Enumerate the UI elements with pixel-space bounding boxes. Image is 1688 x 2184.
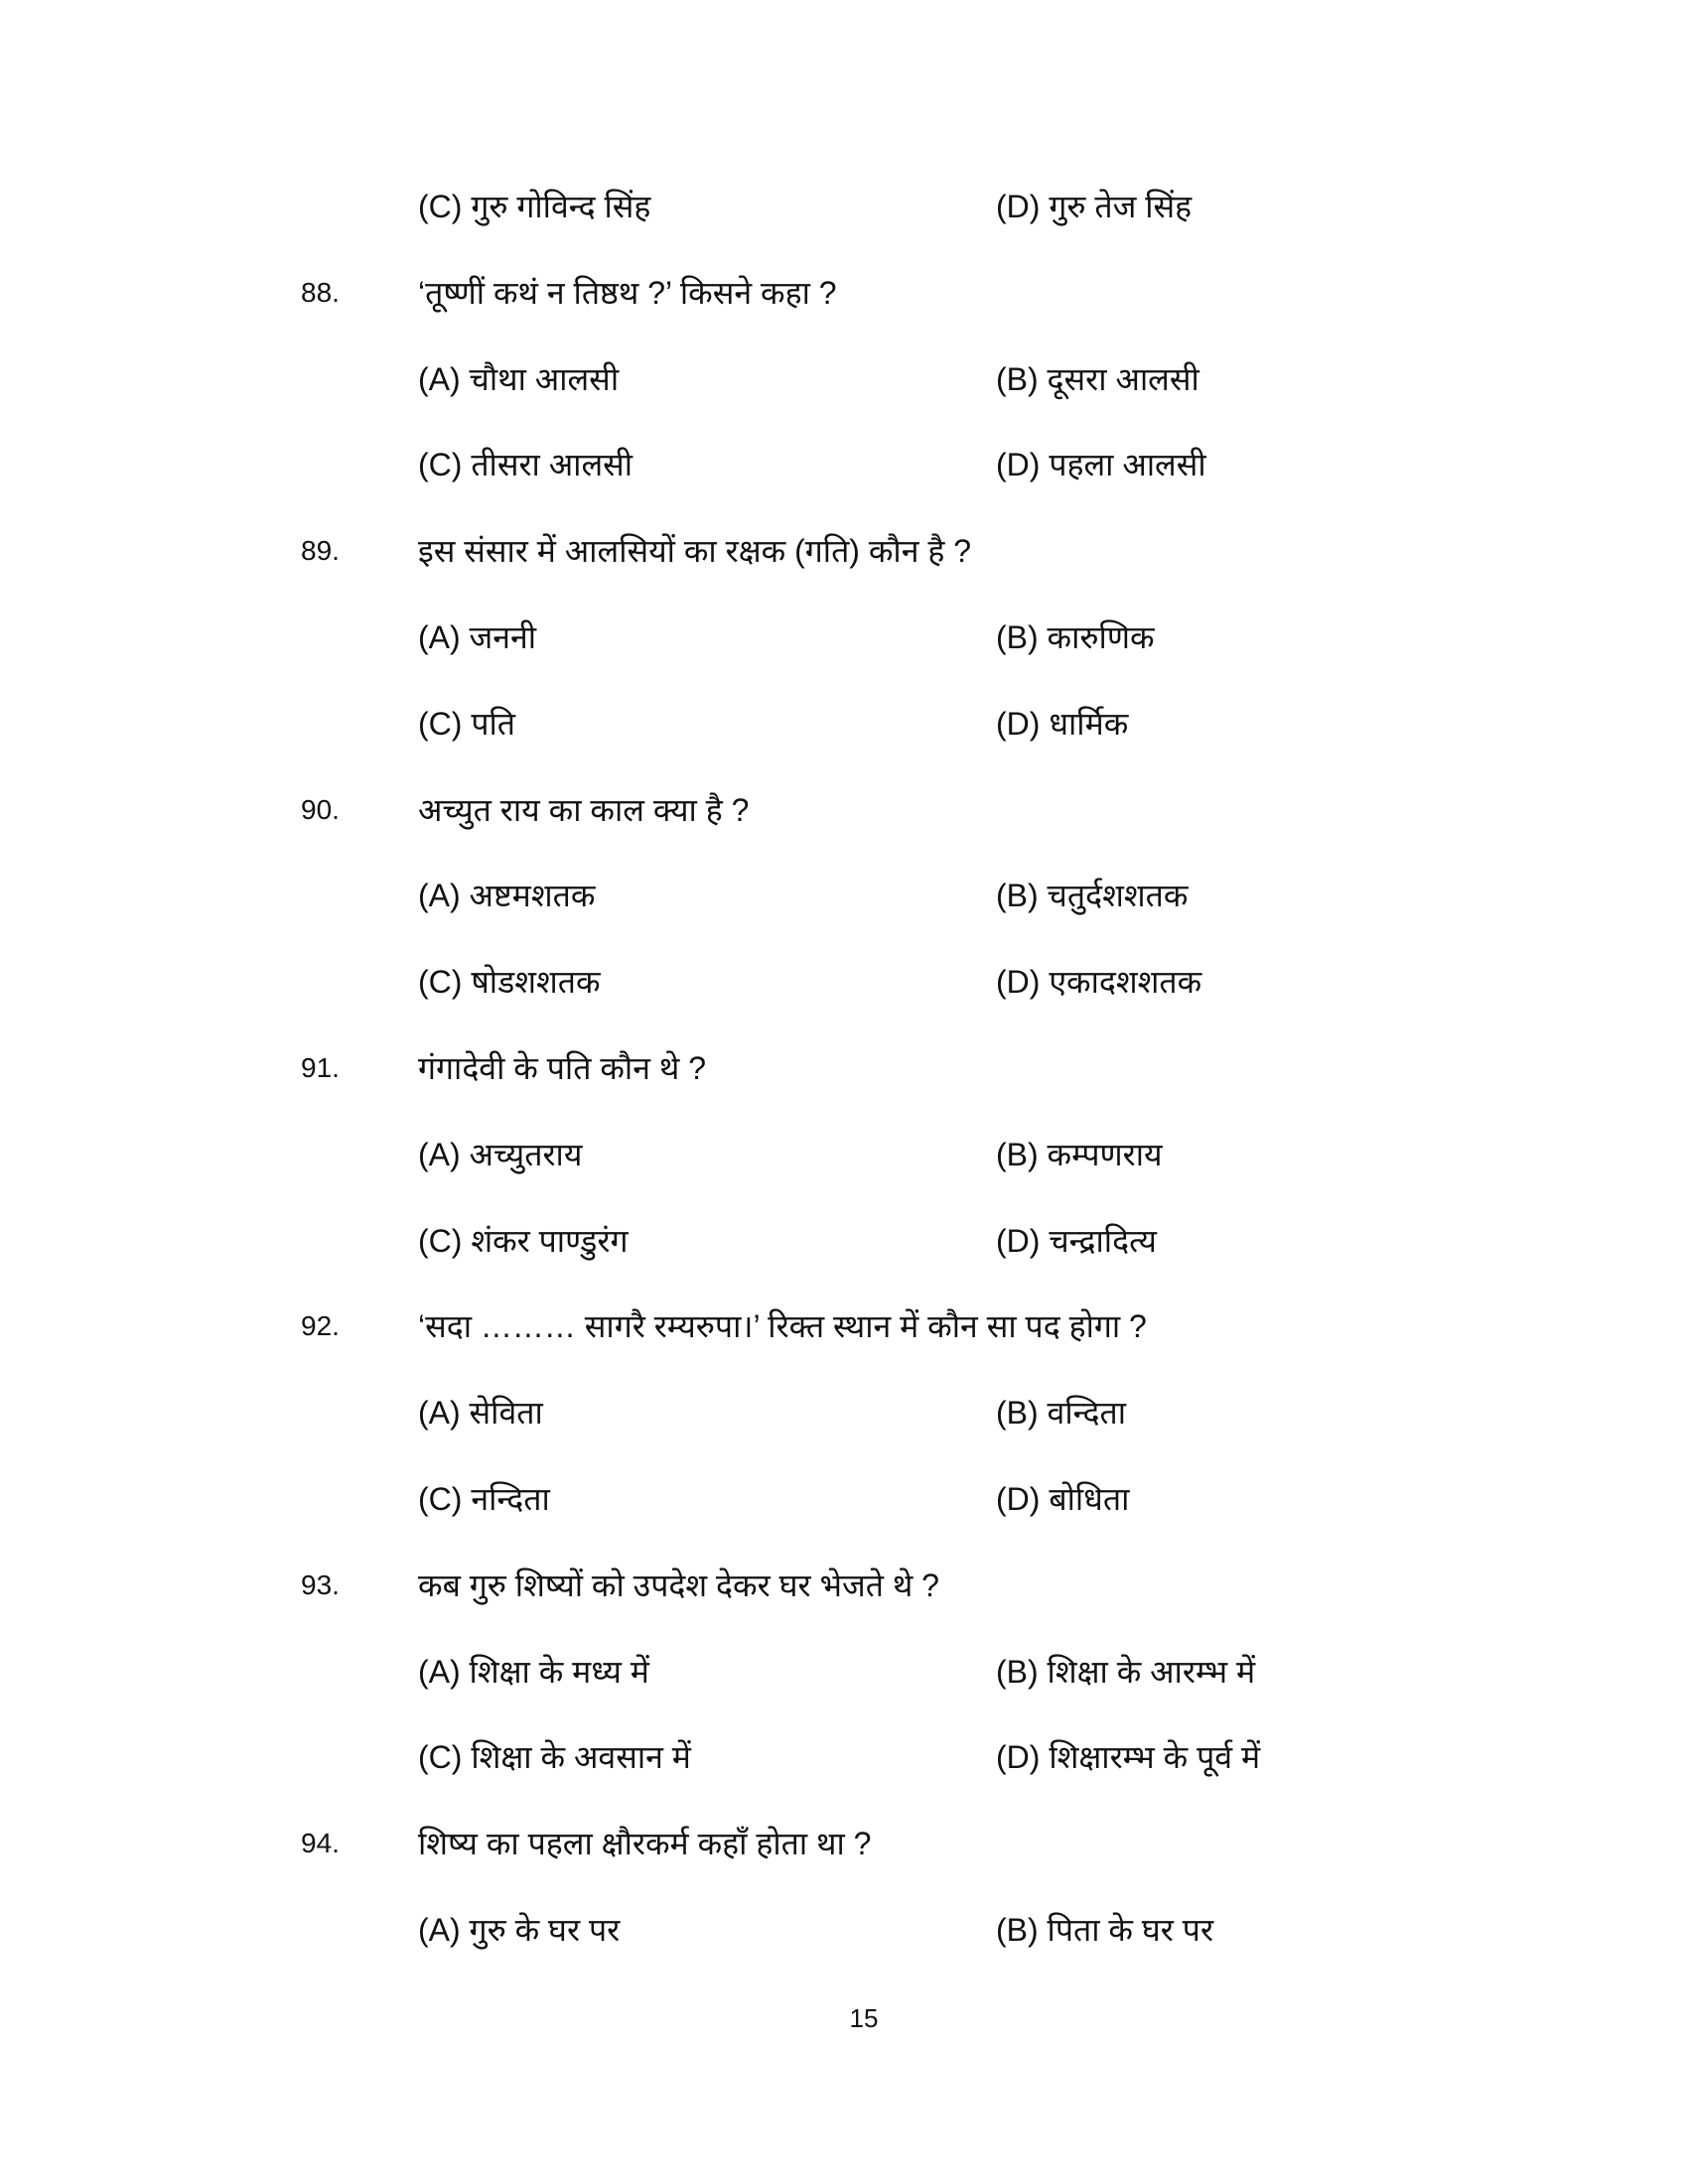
option: (D) चन्द्रादित्य <box>996 1222 1157 1259</box>
option: (B) वन्दिता <box>996 1395 1127 1432</box>
option: (A) चौथा आलसी <box>418 360 620 397</box>
option: (D) बोधिता <box>996 1481 1130 1517</box>
option: (B) कम्पणराय <box>996 1136 1163 1172</box>
option-row <box>0 613 1688 662</box>
question-text: ‘सदा ……… सागरै रम्यरुपा।’ रिक्त स्थान में कौन सा पद होगा ? <box>418 1308 1147 1345</box>
question-row <box>0 1819 1688 1868</box>
question-row <box>0 1561 1688 1610</box>
option: (C) षोडशशतक <box>418 964 601 1001</box>
option: (B) चतुर्दशशतक <box>996 878 1189 914</box>
option-row <box>0 871 1688 920</box>
question-row <box>0 1301 1688 1351</box>
question-number: 92. <box>301 1310 340 1342</box>
option: (B) पिता के घर पर <box>996 1912 1214 1948</box>
question-text: कब गुरु शिष्यों को उपदेश देकर घर भेजते थे ? <box>418 1567 939 1603</box>
option: (D) एकादशशतक <box>996 964 1202 1001</box>
option-row <box>0 1474 1688 1524</box>
option: (A) शिक्षा के मध्य में <box>418 1653 649 1690</box>
question-row <box>0 526 1688 576</box>
option-row <box>0 1647 1688 1697</box>
option-row <box>0 182 1688 231</box>
option-row <box>0 957 1688 1007</box>
page-number: 15 <box>849 2003 879 2033</box>
option-row <box>0 1732 1688 1782</box>
question-row <box>0 785 1688 835</box>
option-row <box>0 440 1688 489</box>
option-row <box>0 354 1688 404</box>
question-text: इस संसार में आलसियों का रक्षक (गति) कौन है ? <box>418 533 972 570</box>
option: (A) सेविता <box>418 1395 543 1432</box>
option: (C) शिक्षा के अवसान में <box>418 1739 691 1776</box>
option: (A) अष्टमशतक <box>418 878 596 914</box>
question-number: 93. <box>301 1569 340 1600</box>
option-row <box>0 1130 1688 1179</box>
question-number: 88. <box>301 276 340 308</box>
question-text: गंगादेवी के पति कौन थे ? <box>418 1050 706 1086</box>
option: (A) गुरु के घर पर <box>418 1912 621 1948</box>
option: (D) धार्मिक <box>996 705 1129 742</box>
option-row <box>0 699 1688 749</box>
option: (C) पति <box>418 705 516 742</box>
option-row <box>0 1216 1688 1266</box>
option: (C) तीसरा आलसी <box>418 447 633 483</box>
question-row <box>0 1043 1688 1093</box>
option: (B) दूसरा आलसी <box>996 360 1199 397</box>
question-text: अच्युत राय का काल क्या है ? <box>418 791 750 828</box>
question-row <box>0 268 1688 318</box>
option: (C) शंकर पाण्डुरंग <box>418 1222 629 1259</box>
option: (D) शिक्षारम्भ के पूर्व में <box>996 1739 1261 1776</box>
option-row <box>0 1905 1688 1955</box>
option: (C) गुरु गोविन्द सिंह <box>418 189 651 224</box>
question-text: ‘तूष्णीं कथं न तिष्ठथ ?’ किसने कहा ? <box>418 274 837 311</box>
option: (D) पहला आलसी <box>996 447 1206 483</box>
option: (B) शिक्षा के आरम्भ में <box>996 1653 1256 1690</box>
option: (A) अच्युतराय <box>418 1136 583 1172</box>
option: (B) कारुणिक <box>996 619 1155 655</box>
question-number: 90. <box>301 793 340 825</box>
question-text: शिष्य का पहला क्षौरकर्म कहाँ होता था ? <box>418 1826 872 1862</box>
option-row <box>0 1388 1688 1437</box>
option: (C) नन्दिता <box>418 1481 550 1517</box>
question-number: 94. <box>301 1828 340 1859</box>
option: (D) गुरु तेज सिंह <box>996 189 1193 224</box>
option: (A) जननी <box>418 619 537 655</box>
question-number: 89. <box>301 535 340 567</box>
question-number: 91. <box>301 1052 340 1083</box>
